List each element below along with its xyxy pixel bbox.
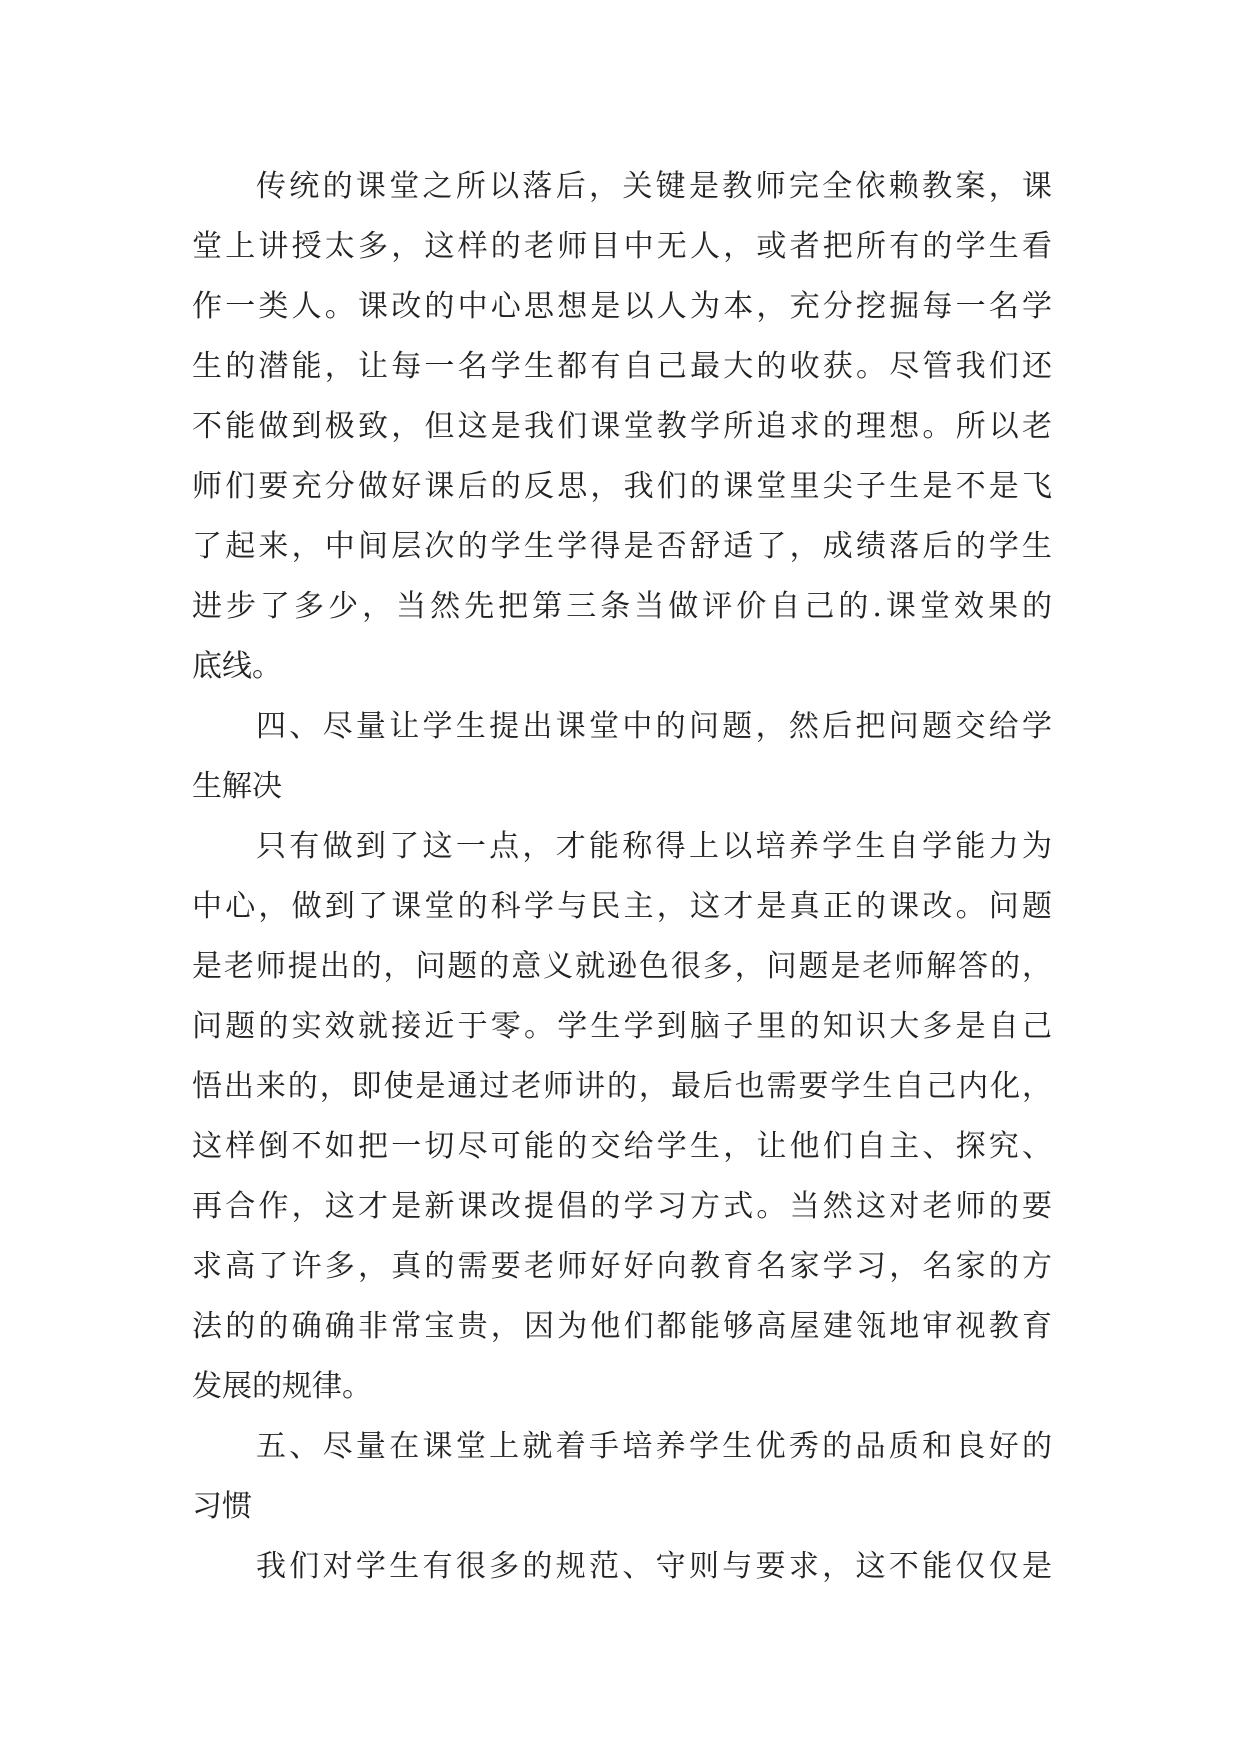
paragraph-line: 问题的实效就接近于零。学生学到脑子里的知识大多是自己 (192, 1009, 1052, 1044)
section-heading-line: 习惯 (192, 1489, 252, 1524)
paragraph-line: 中心，做到了课堂的科学与民主，这才是真正的课改。问题 (192, 889, 1052, 924)
paragraph-line: 再合作，这才是新课改提倡的学习方式。当然这对老师的要 (192, 1189, 1052, 1224)
paragraph-line: 了起来，中间层次的学生学得是否舒适了，成绩落后的学生 (192, 529, 1052, 564)
paragraph-line: 生的潜能，让每一名学生都有自己最大的收获。尽管我们还 (192, 349, 1052, 384)
paragraph-line: 悟出来的，即使是通过老师讲的，最后也需要学生自己内化， (192, 1069, 1052, 1104)
paragraph-line: 发展的规律。 (192, 1369, 372, 1404)
paragraph-line: 作一类人。课改的中心思想是以人为本，充分挖掘每一名学 (192, 289, 1052, 324)
paragraph-line: 我们对学生有很多的规范、守则与要求，这不能仅仅是 (256, 1549, 1052, 1584)
paragraph-line: 是老师提出的，问题的意义就逊色很多，问题是老师解答的， (192, 949, 1052, 984)
section-heading-line: 生解决 (192, 769, 282, 804)
paragraph-line: 求高了许多，真的需要老师好好向教育名家学习，名家的方 (192, 1249, 1052, 1284)
paragraph-line: 堂上讲授太多，这样的老师目中无人，或者把所有的学生看 (192, 229, 1052, 264)
body-text (192, 157, 1052, 1597)
paragraph-line: 传统的课堂之所以落后，关键是教师完全依赖教案，课 (256, 169, 1052, 204)
paragraph-line: 不能做到极致，但这是我们课堂教学所追求的理想。所以老 (192, 409, 1052, 444)
paragraph-line: 底线。 (192, 649, 282, 684)
paragraph-line: 只有做到了这一点，才能称得上以培养学生自学能力为 (256, 829, 1052, 864)
paragraph-line: 法的的确确非常宝贵，因为他们都能够高屋建瓴地审视教育 (192, 1309, 1052, 1344)
paragraph-line: 师们要充分做好课后的反思，我们的课堂里尖子生是不是飞 (192, 469, 1052, 504)
section-heading-line: 四、尽量让学生提出课堂中的问题，然后把问题交给学 (256, 709, 1052, 744)
section-heading-line: 五、尽量在课堂上就着手培养学生优秀的品质和良好的 (256, 1429, 1052, 1464)
paragraph-line: 这样倒不如把一切尽可能的交给学生，让他们自主、探究、 (192, 1129, 1052, 1164)
paragraph-line: 进步了多少，当然先把第三条当做评价自己的.课堂效果的 (192, 589, 1052, 624)
